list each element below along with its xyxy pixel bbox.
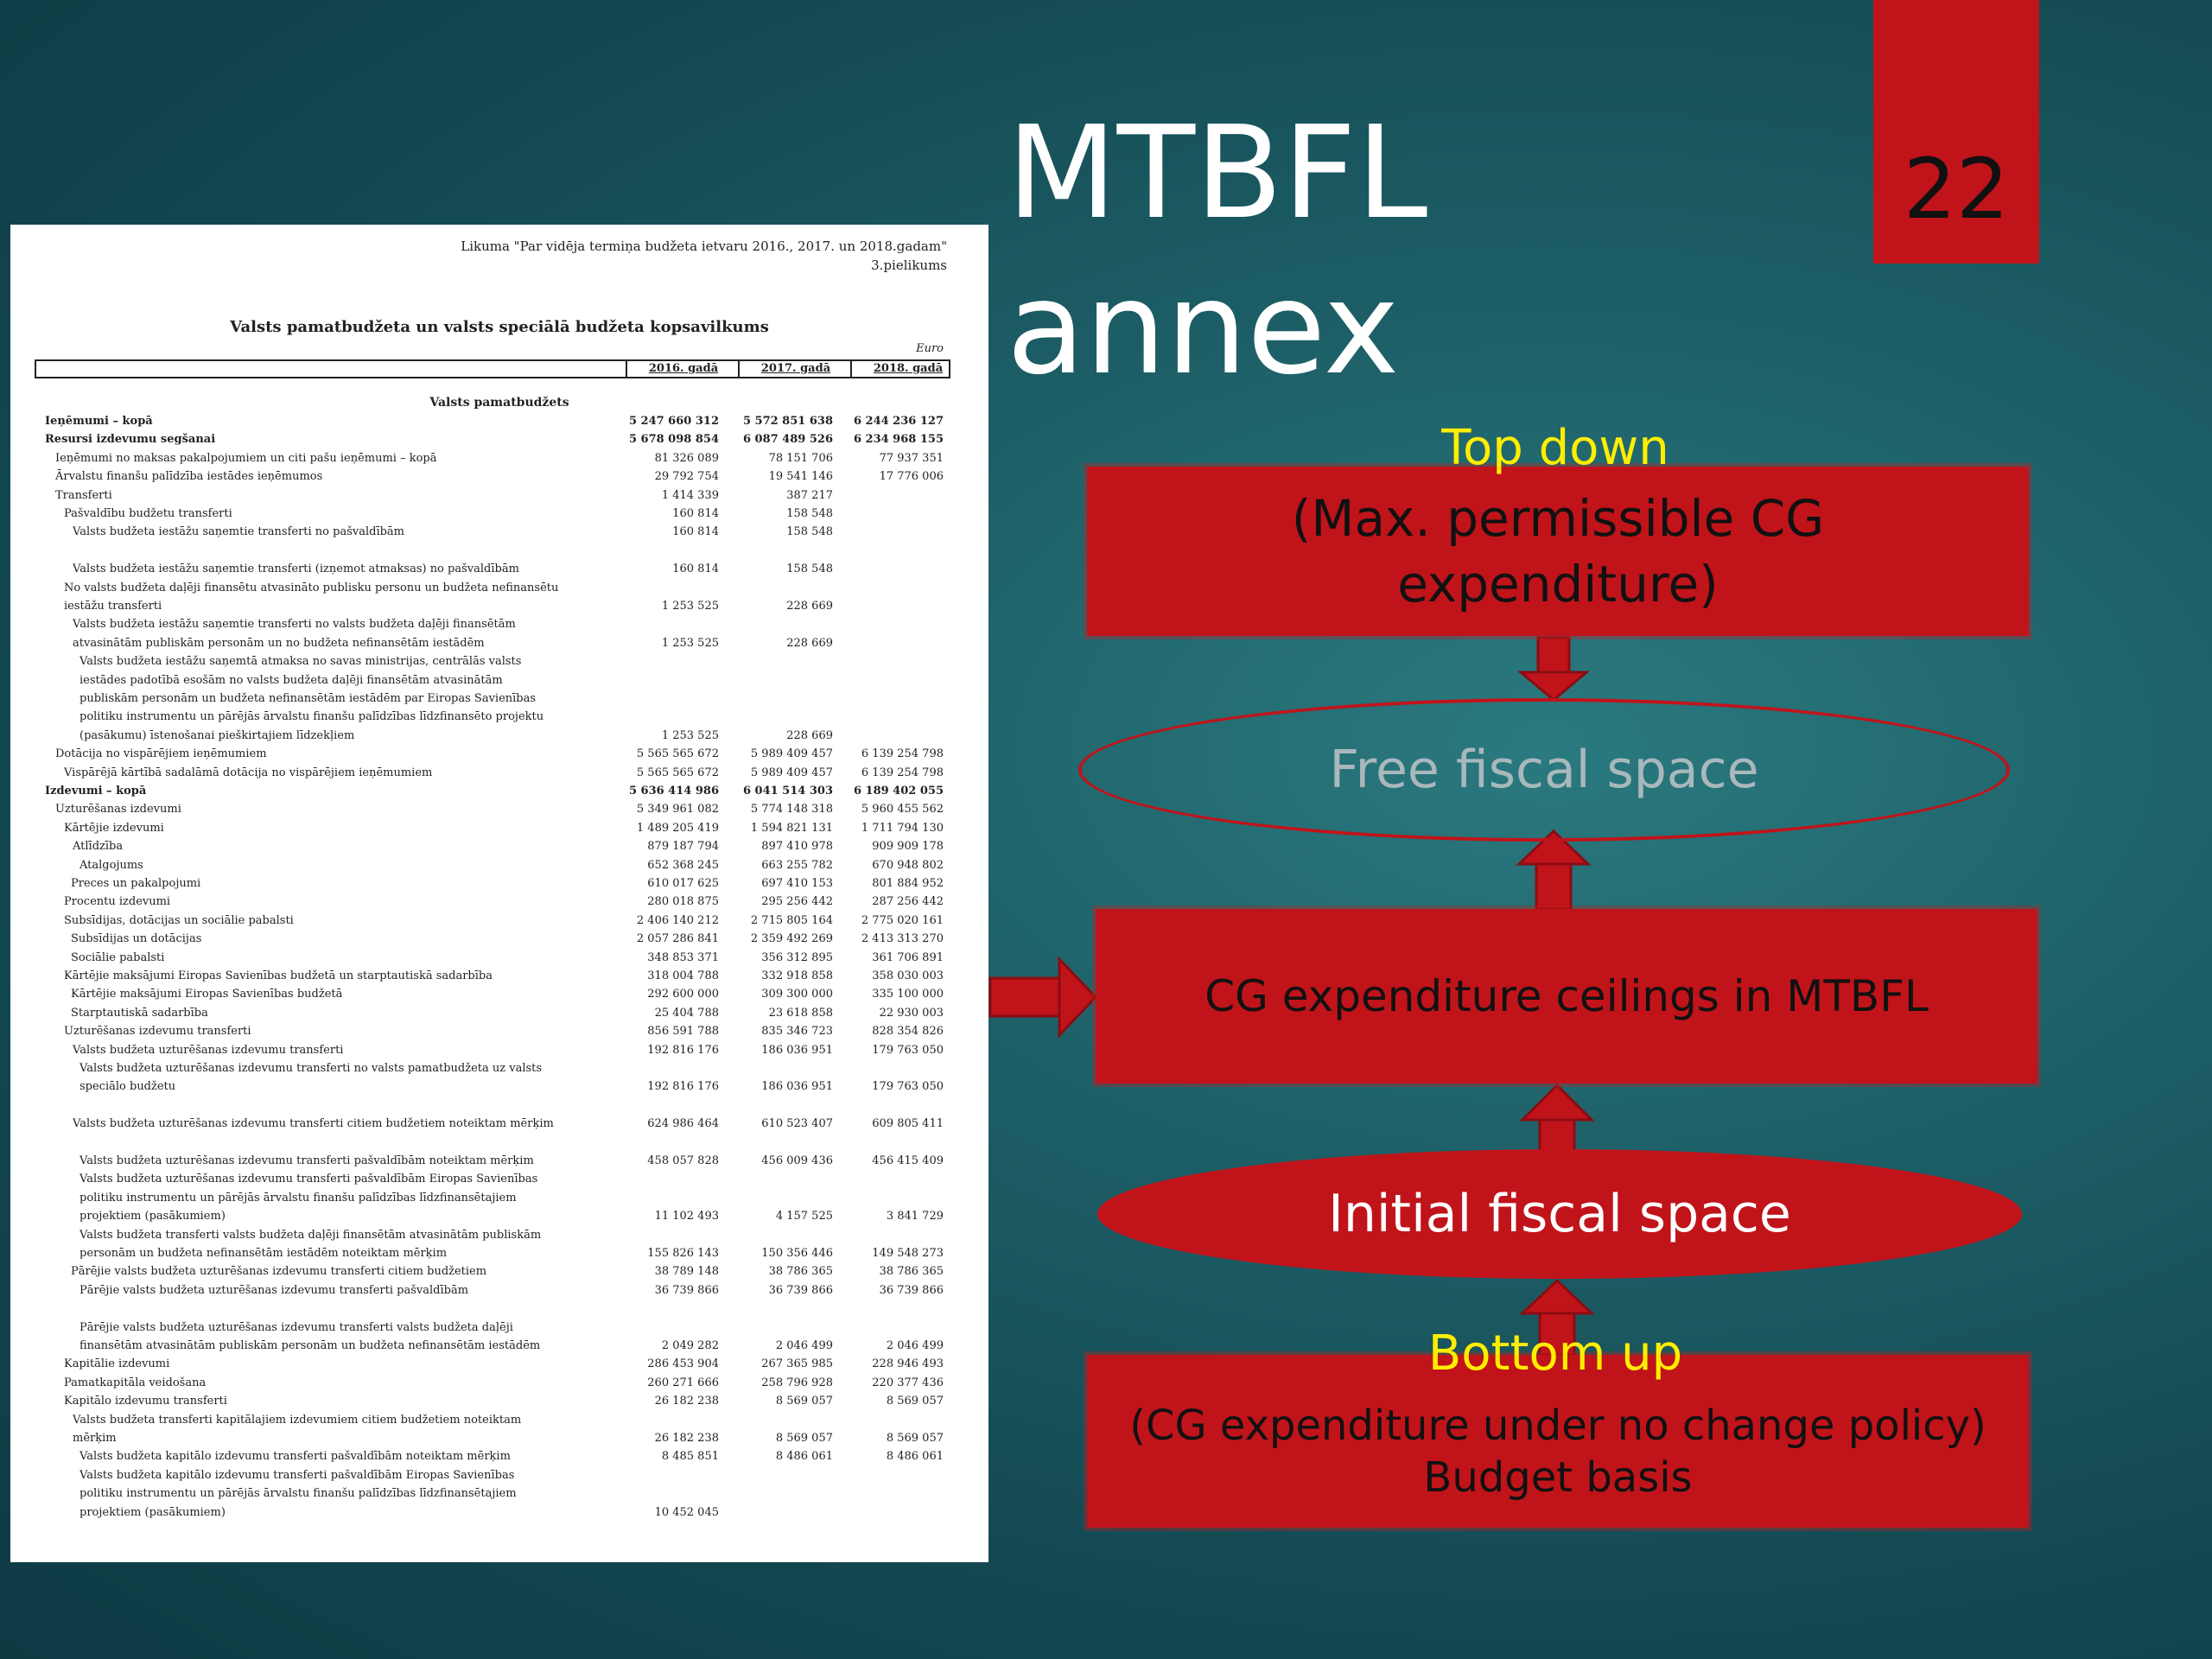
row-value: 652 368 245 xyxy=(647,858,719,872)
row-label: Valsts budžeta uzturēšanas izdevumu transferti no valsts pamatbudžeta uz valsts xyxy=(79,1062,543,1075)
row-value: 6 139 254 798 xyxy=(861,766,944,779)
row-value: 295 256 442 xyxy=(761,895,833,909)
row-label: Pārējie valsts budžeta uzturēšanas izdevumu transferti valsts budžeta daļēji xyxy=(79,1320,513,1334)
row-value: 361 706 891 xyxy=(872,950,944,964)
row-value: 6 087 489 526 xyxy=(742,433,833,447)
row-value: 5 989 409 457 xyxy=(750,747,833,761)
row-label: Subsīdijas un dotācijas xyxy=(71,932,202,946)
row-label: Transferti xyxy=(55,488,112,502)
row-label: Valsts budžeta uzturēšanas izdevumu transferti pašvaldībām noteiktam mērķim xyxy=(79,1154,534,1167)
row-value: 81 326 089 xyxy=(654,451,719,465)
row-value: 287 256 442 xyxy=(872,895,944,909)
row-value: 6 189 402 055 xyxy=(853,785,944,798)
top-box-line-2: expenditure) xyxy=(1397,555,1719,613)
row-value: 158 548 xyxy=(786,507,833,520)
row-label: projektiem (pasākumiem) xyxy=(79,1210,226,1224)
row-label: finansētām atvasinātām publiskām personām un budžeta nefinansētām iestādēm xyxy=(79,1339,541,1352)
row-value: 23 618 858 xyxy=(768,1006,833,1020)
row-value: 3 841 729 xyxy=(886,1210,944,1224)
row-value: 8 569 057 xyxy=(775,1432,833,1445)
top-down-box xyxy=(1087,467,2029,636)
row-value: 22 930 003 xyxy=(879,1006,944,1020)
row-value: 2 057 286 841 xyxy=(636,932,719,946)
row-value: 155 826 143 xyxy=(647,1247,719,1260)
row-value: 228 946 493 xyxy=(872,1357,944,1371)
free-fiscal-space-ellipse xyxy=(1078,698,2010,842)
row-label: Valsts budžeta transferti kapitālajiem izdevumiem citiem budžetiem noteiktam xyxy=(73,1413,522,1427)
row-value: 909 909 178 xyxy=(872,840,944,854)
row-label: Valsts budžeta iestāžu saņemtā atmaksa no savas ministrijas, centrālās valsts xyxy=(79,655,522,669)
row-label: projektiem (pasākumiem) xyxy=(79,1505,226,1519)
bottom-up-label: Bottom up xyxy=(1427,1325,1683,1382)
row-value: 2 406 140 212 xyxy=(636,913,719,927)
row-label: publiskām personām un budžeta nefinansētām iestādēm par Eiropas Savienības xyxy=(79,692,537,705)
row-value: 5 572 851 638 xyxy=(742,415,833,428)
document-currency: Euro xyxy=(916,342,944,355)
row-label: Valsts budžeta iestāžu saņemtie transferti no pašvaldībām xyxy=(73,525,405,539)
row-value: 5 989 409 457 xyxy=(750,766,833,779)
row-value: 150 356 446 xyxy=(761,1247,833,1260)
row-value: 1 594 821 131 xyxy=(750,821,833,835)
row-label: Uzturēšanas izdevumi xyxy=(55,803,181,817)
initial-fiscal-space-ellipse xyxy=(1097,1149,2022,1279)
row-value: 160 814 xyxy=(672,563,719,576)
row-label: Kapitālie izdevumi xyxy=(64,1357,170,1371)
row-value: 2 049 282 xyxy=(661,1339,719,1352)
row-value: 2 775 020 161 xyxy=(861,913,944,927)
row-label: Valsts budžeta kapitālo izdevumu transferti pašvaldībām Eiropas Savienības xyxy=(79,1468,515,1482)
row-label: Ārvalstu finanšu palīdzība iestādes ieņēmumos xyxy=(55,470,323,484)
row-value: 5 565 565 672 xyxy=(636,747,719,761)
row-label: Procentu izdevumi xyxy=(64,895,171,909)
row-value: 78 151 706 xyxy=(768,451,833,465)
row-label: Valsts budžeta transferti valsts budžeta daļēji finansētām atvasinātām publiskām xyxy=(79,1228,542,1242)
row-value: 25 404 788 xyxy=(654,1006,719,1020)
row-value: 160 814 xyxy=(672,507,719,520)
row-value: 456 415 409 xyxy=(872,1154,944,1167)
row-value: 335 100 000 xyxy=(872,988,944,1001)
row-value: 160 814 xyxy=(672,525,719,539)
row-value: 17 776 006 xyxy=(879,470,944,484)
row-value: 280 018 875 xyxy=(647,895,719,909)
row-label: politiku instrumentu un pārējās ārvalstu finanšu palīdzības līdzfinansētajiem xyxy=(79,1191,517,1205)
row-value: 801 884 952 xyxy=(872,877,944,890)
row-value: 8 485 851 xyxy=(661,1450,719,1464)
row-value: 348 853 371 xyxy=(647,950,719,964)
row-value: 228 669 xyxy=(786,600,833,613)
row-value: 286 453 904 xyxy=(647,1357,719,1371)
row-value: 356 312 895 xyxy=(761,950,833,964)
ceilings-label: CG expenditure ceilings in MTBFL xyxy=(1205,971,1929,1021)
row-label: Resursi izdevumu segšanai xyxy=(45,433,216,447)
row-value: 8 486 061 xyxy=(886,1450,944,1464)
row-label: Pamatkapitāla veidošana xyxy=(64,1376,207,1389)
row-value: 192 816 176 xyxy=(647,1080,719,1094)
row-label: Pašvaldību budžetu transferti xyxy=(64,507,232,520)
row-label: Valsts budžeta iestāžu saņemtie transferti no valsts budžeta daļēji finansētām xyxy=(73,618,516,632)
row-value: 38 789 148 xyxy=(654,1265,719,1279)
row-value: 228 669 xyxy=(786,728,833,742)
year-2017: 2017. gadā xyxy=(738,361,852,377)
top-box-line-1: (Max. permissible CG xyxy=(1291,489,1825,548)
row-value: 6 139 254 798 xyxy=(861,747,944,761)
row-label: Kārtējie maksājumi Eiropas Savienības budžetā xyxy=(71,988,343,1001)
row-value: 879 187 794 xyxy=(647,840,719,854)
row-value: 856 591 788 xyxy=(647,1025,719,1039)
row-value: 6 244 236 127 xyxy=(853,415,944,428)
row-value: 10 452 045 xyxy=(654,1505,719,1519)
ceilings-box xyxy=(1096,909,2037,1084)
row-value: 26 182 238 xyxy=(654,1395,719,1408)
row-label: personām un budžeta nefinansētām iestādēm noteiktam mērķim xyxy=(79,1247,448,1260)
title-line-2: annex xyxy=(1007,254,1400,403)
bottom-box-line-2: Budget basis xyxy=(1423,1453,1693,1502)
row-label: politiku instrumentu un pārējās ārvalstu finanšu palīdzības līdzfinansēto projektu xyxy=(79,710,544,724)
slide-number: 22 xyxy=(1873,0,2039,264)
row-value: 2 046 499 xyxy=(886,1339,944,1352)
row-value: 258 796 928 xyxy=(761,1376,833,1389)
row-value: 5 678 098 854 xyxy=(628,433,719,447)
row-label: Valsts budžeta kapitālo izdevumu transferti pašvaldībām noteiktam mērķim xyxy=(79,1450,511,1464)
arrow-up-initial xyxy=(1522,1085,1592,1153)
row-value: 149 548 273 xyxy=(872,1247,944,1260)
row-label: Valsts budžeta uzturēšanas izdevumu transferti citiem budžetiem noteiktam mērķim xyxy=(73,1117,554,1131)
row-value: 697 410 153 xyxy=(761,877,833,890)
row-value: 2 715 805 164 xyxy=(750,913,833,927)
row-value: 38 786 365 xyxy=(768,1265,833,1279)
row-value: 186 036 951 xyxy=(761,1080,833,1094)
row-value: 179 763 050 xyxy=(872,1043,944,1057)
row-value: 179 763 050 xyxy=(872,1080,944,1094)
row-label: Subsīdijas, dotācijas un sociālie pabalsti xyxy=(64,913,294,927)
row-value: 332 918 858 xyxy=(761,969,833,982)
row-label: Starptautiskā sadarbība xyxy=(71,1006,208,1020)
row-value: 5 349 961 082 xyxy=(636,803,719,817)
free-fiscal-space-label: Free fiscal space xyxy=(1329,740,1759,800)
document-header-line-2: 3.pielikums xyxy=(871,257,947,273)
row-value: 77 937 351 xyxy=(879,451,944,465)
document-header-line-1: Likuma "Par vidēja termiņa budžeta ietvaru 2016., 2017. un 2018.gadam" xyxy=(461,238,947,254)
initial-fiscal-space-label: Initial fiscal space xyxy=(1328,1184,1791,1244)
row-label: Preces un pakalpojumi xyxy=(71,877,201,890)
year-2018: 2018. gadā xyxy=(850,361,964,377)
row-value: 456 009 436 xyxy=(761,1154,833,1167)
row-label: speciālo budžetu xyxy=(79,1080,176,1094)
row-value: 5 636 414 986 xyxy=(628,785,719,798)
arrow-down-top xyxy=(1521,638,1586,700)
row-value: 358 030 003 xyxy=(872,969,944,982)
row-label: Uzturēšanas izdevumu transferti xyxy=(64,1025,251,1039)
row-value: 186 036 951 xyxy=(761,1043,833,1057)
row-value: 609 805 411 xyxy=(872,1117,944,1131)
row-label: Kārtējie izdevumi xyxy=(64,821,164,835)
row-label: Atalgojums xyxy=(79,858,143,872)
row-value: 1 253 525 xyxy=(661,600,719,613)
row-value: 624 986 464 xyxy=(647,1117,719,1131)
row-value: 5 247 660 312 xyxy=(628,415,719,428)
row-value: 835 346 723 xyxy=(761,1025,833,1039)
row-value: 228 669 xyxy=(786,636,833,650)
row-label: Sociālie pabalsti xyxy=(71,950,165,964)
row-label: Pārējie valsts budžeta uzturēšanas izdevumu transferti citiem budžetiem xyxy=(71,1265,487,1279)
row-value: 387 217 xyxy=(786,488,833,502)
row-value: 158 548 xyxy=(786,525,833,539)
row-label: Ieņēmumi – kopā xyxy=(45,415,153,428)
row-value: 5 565 565 672 xyxy=(636,766,719,779)
row-value: 192 816 176 xyxy=(647,1043,719,1057)
document-title: Valsts pamatbudžeta un valsts speciālā budžeta kopsavilkums xyxy=(230,318,769,336)
bottom-box-line-1: (CG expenditure under no change policy) xyxy=(1129,1402,1986,1450)
row-value: 828 354 826 xyxy=(872,1025,944,1039)
row-value: 1 711 794 130 xyxy=(861,821,944,835)
row-value: 26 182 238 xyxy=(654,1432,719,1445)
row-label: (pasākumu) īstenošanai pieškirtajiem līdzekļiem xyxy=(79,728,355,742)
row-value: 6 041 514 303 xyxy=(742,785,833,798)
row-label: Dotācija no vispārējiem ieņēmumiem xyxy=(55,747,267,761)
row-label: atvasinātām publiskām personām un no budžeta nefinansētām iestādēm xyxy=(73,636,485,650)
row-value: 610 017 625 xyxy=(647,877,719,890)
row-value: 2 359 492 269 xyxy=(750,932,833,946)
row-value: 5 960 455 562 xyxy=(861,803,944,817)
row-value: 458 057 828 xyxy=(647,1154,719,1167)
section-heading: Valsts pamatbudžets xyxy=(429,396,569,410)
row-value: 38 786 365 xyxy=(879,1265,944,1279)
row-value: 8 569 057 xyxy=(886,1432,944,1445)
row-value: 1 253 525 xyxy=(661,728,719,742)
row-label: mērķim xyxy=(73,1432,117,1445)
row-label: Vispārējā kārtībā sadalāmā dotācija no vispārējiem ieņēmumiem xyxy=(64,766,433,779)
row-label: iestāžu transferti xyxy=(64,600,162,613)
row-label: No valsts budžeta daļēji finansētu atvasināto publisku personu un budžeta nefinansētu xyxy=(64,581,559,594)
row-value: 292 600 000 xyxy=(647,988,719,1001)
row-value: 1 253 525 xyxy=(661,636,719,650)
row-label: Valsts budžeta iestāžu saņemtie transferti (izņemot atmaksas) no pašvaldībām xyxy=(73,563,519,576)
title-line-1: MTBFL xyxy=(1007,99,1428,247)
arrow-right-document xyxy=(990,959,1096,1035)
row-label: Ieņēmumi no maksas pakalpojumiem un citi pašu ieņēmumi – kopā xyxy=(55,451,437,465)
row-value: 11 102 493 xyxy=(654,1210,719,1224)
row-label: Izdevumi – kopā xyxy=(45,785,147,798)
arrow-up-ceilings xyxy=(1519,831,1588,909)
row-value: 1 489 205 419 xyxy=(636,821,719,835)
row-label: politiku instrumentu un pārējās ārvalstu finanšu palīdzības līdzfinansētajiem xyxy=(79,1487,517,1501)
row-value: 267 365 985 xyxy=(761,1357,833,1371)
row-value: 36 739 866 xyxy=(879,1283,944,1297)
row-label: iestādes padotībā esošām no valsts budžeta daļēji finansētām atvasinātām xyxy=(79,673,503,687)
row-value: 158 548 xyxy=(786,563,833,576)
row-value: 1 414 339 xyxy=(661,488,719,502)
row-value: 897 410 978 xyxy=(761,840,833,854)
row-label: Kārtējie maksājumi Eiropas Savienības budžetā un starptautiskā sadarbība xyxy=(64,969,493,982)
year-2016: 2016. gadā xyxy=(626,361,740,377)
row-value: 220 377 436 xyxy=(872,1376,944,1389)
row-label: Kapitālo izdevumu transferti xyxy=(64,1395,227,1408)
row-value: 36 739 866 xyxy=(654,1283,719,1297)
row-value: 8 569 057 xyxy=(775,1395,833,1408)
row-value: 318 004 788 xyxy=(647,969,719,982)
row-value: 2 046 499 xyxy=(775,1339,833,1352)
row-value: 29 792 754 xyxy=(654,470,719,484)
row-value: 8 569 057 xyxy=(886,1395,944,1408)
row-value: 260 271 666 xyxy=(647,1376,719,1389)
row-value: 19 541 146 xyxy=(768,470,833,484)
row-value: 4 157 525 xyxy=(775,1210,833,1224)
row-value: 670 948 802 xyxy=(872,858,944,872)
row-value: 8 486 061 xyxy=(775,1450,833,1464)
row-value: 610 523 407 xyxy=(761,1117,833,1131)
row-value: 663 255 782 xyxy=(761,858,833,872)
row-value: 2 413 313 270 xyxy=(861,932,944,946)
row-value: 36 739 866 xyxy=(768,1283,833,1297)
row-label: Valsts budžeta uzturēšanas izdevumu transferti pašvaldībām Eiropas Savienības xyxy=(79,1173,538,1186)
top-down-label: Top down xyxy=(1441,420,1669,476)
row-value: 5 774 148 318 xyxy=(750,803,833,817)
row-value: 309 300 000 xyxy=(761,988,833,1001)
row-label: Pārējie valsts budžeta uzturēšanas izdevumu transferti pašvaldībām xyxy=(79,1283,469,1297)
row-value: 6 234 968 155 xyxy=(853,433,944,447)
row-label: Valsts budžeta uzturēšanas izdevumu transferti xyxy=(73,1043,344,1057)
row-label: Atlīdzība xyxy=(73,840,124,854)
